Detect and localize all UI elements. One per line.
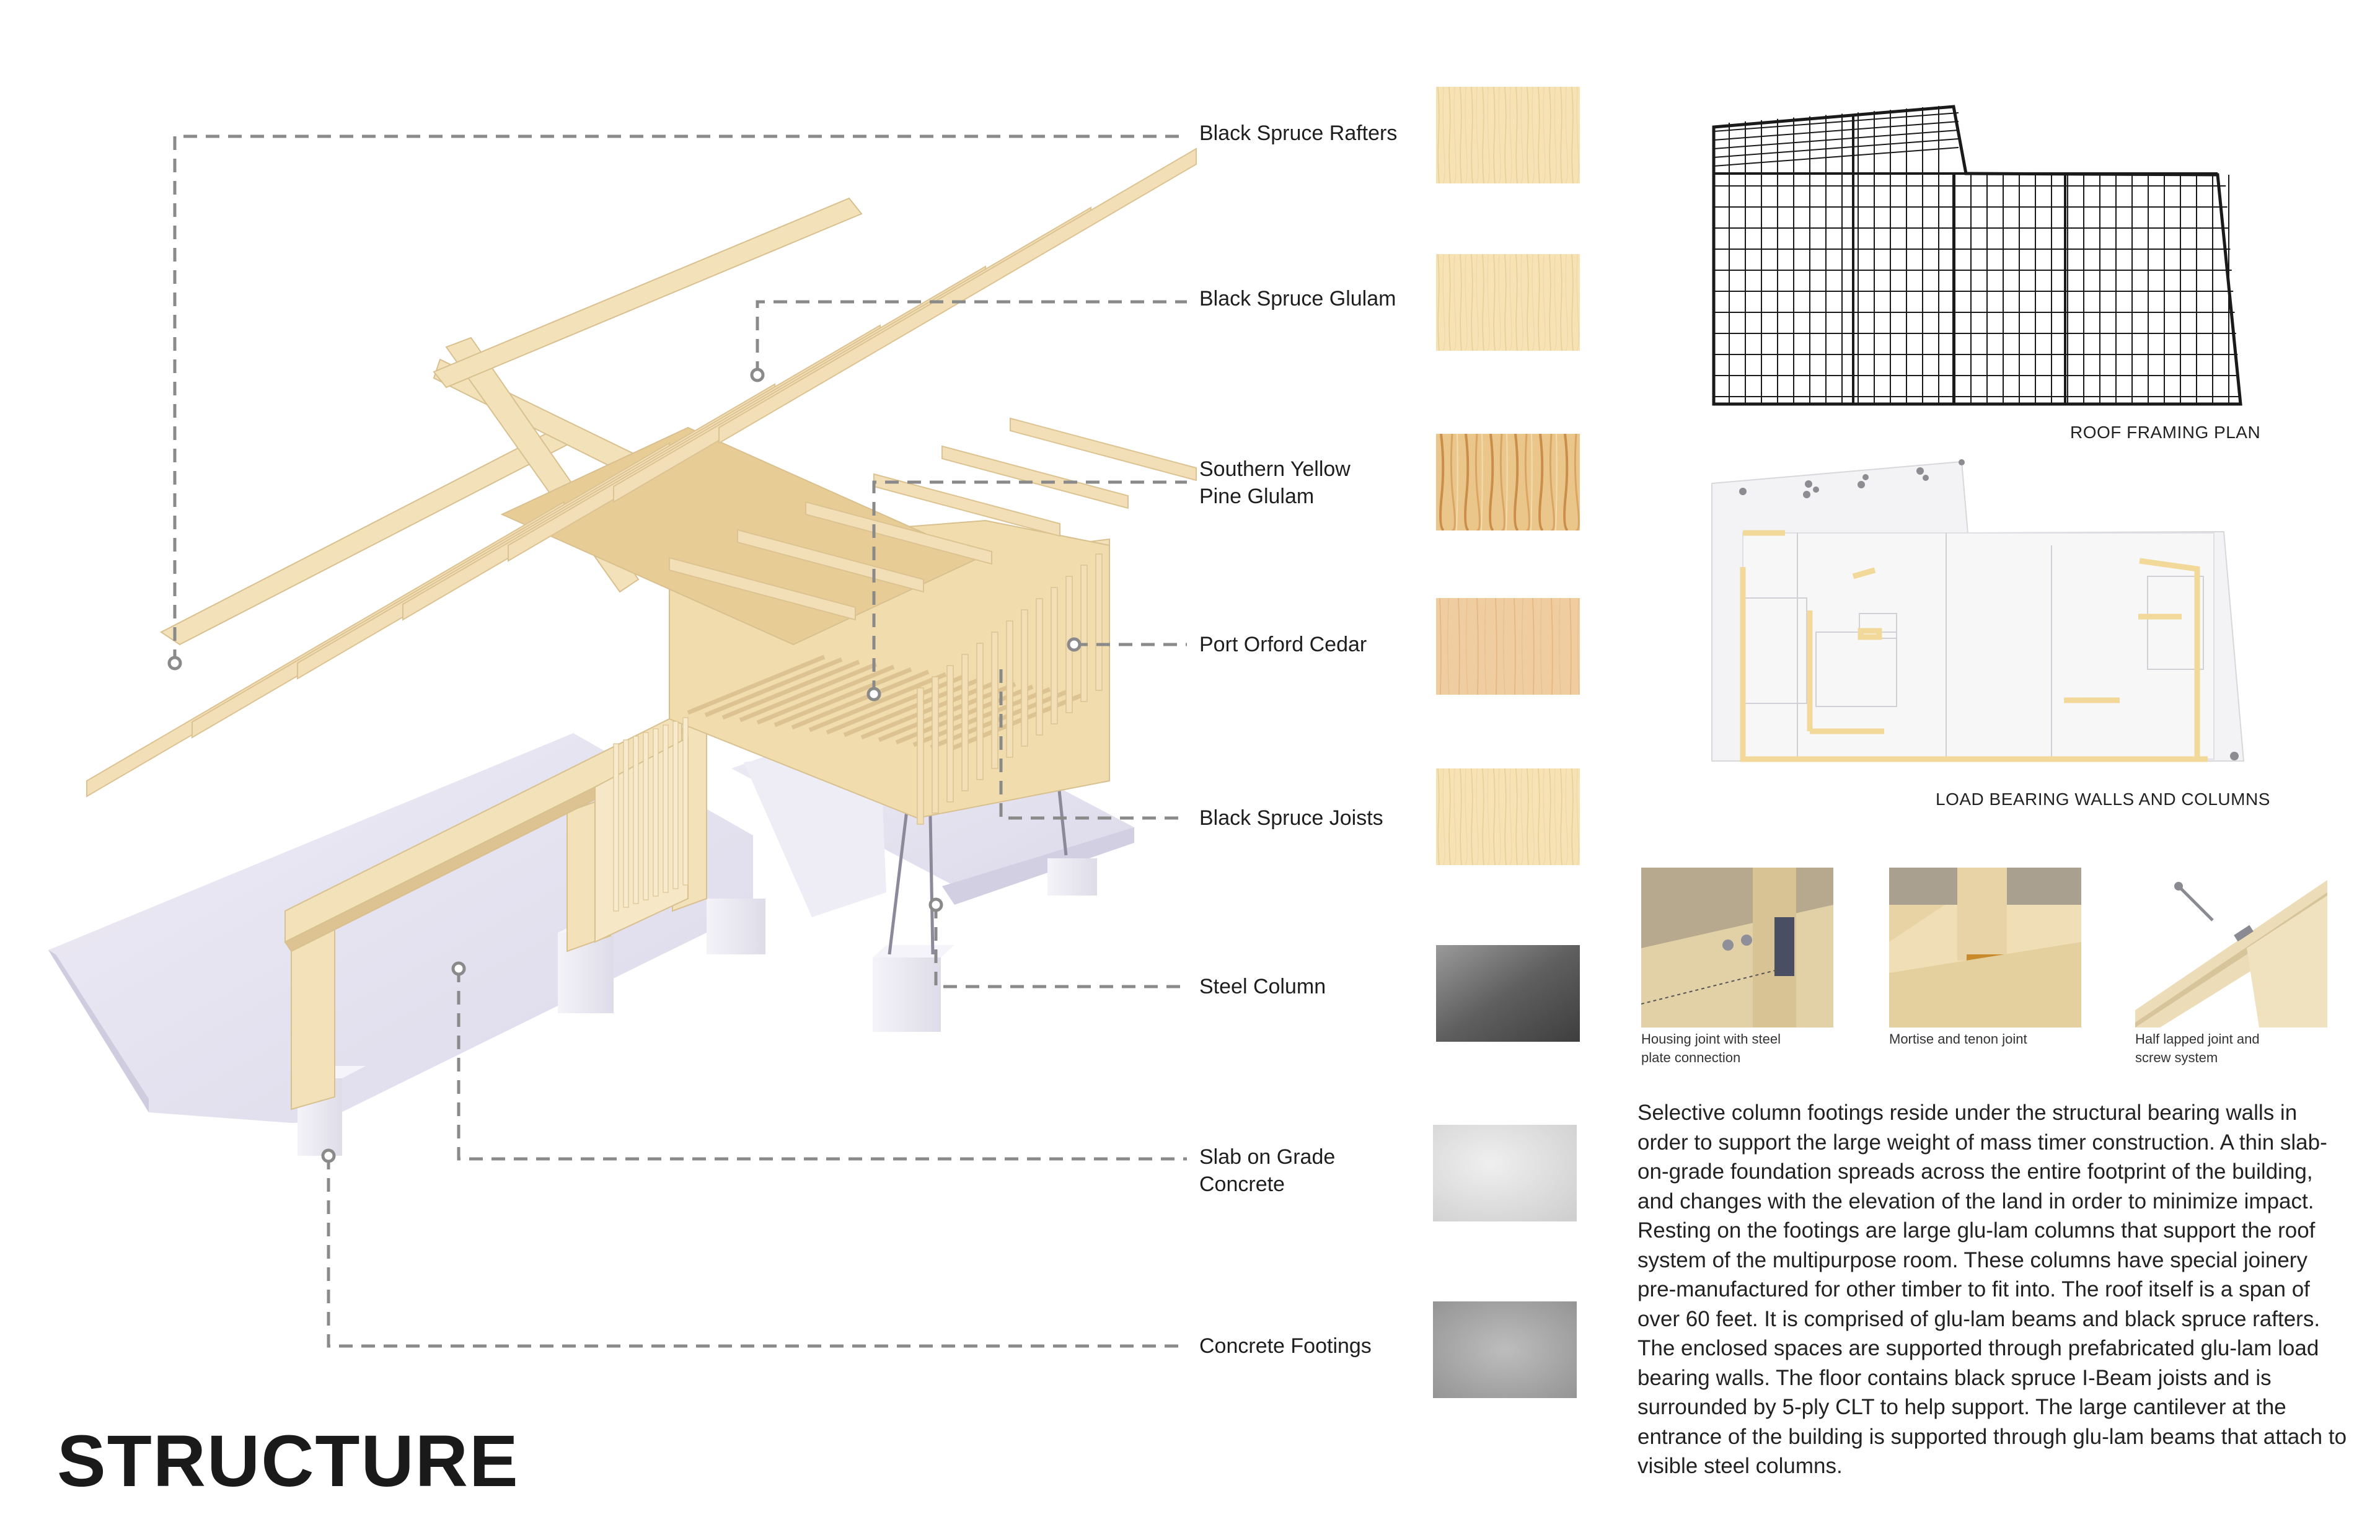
swatch-port-orford-cedar [1436, 598, 1580, 695]
rafter [942, 446, 1128, 508]
detail-housing-joint-image [1641, 868, 1833, 1027]
railing-post [1021, 610, 1028, 746]
label-steel-column: Steel Column [1199, 975, 1326, 998]
roof-framing-plan [1714, 106, 2241, 404]
stud [683, 718, 688, 885]
label-black-spruce-glulam: Black Spruce Glulam [1199, 287, 1396, 310]
label-black-spruce-rafters: Black Spruce Rafters [1199, 121, 1398, 145]
leader-footings [328, 1156, 1187, 1346]
swatch-steel [1436, 945, 1580, 1042]
railing-post [947, 666, 953, 802]
roof-framing-plan-caption: ROOF FRAMING PLAN [2070, 423, 2261, 442]
stud [614, 744, 619, 911]
railing-post [977, 643, 983, 780]
footing-steel-base [873, 945, 954, 1032]
page-title: STRUCTURE [57, 1420, 519, 1502]
swatch-black-spruce-rafters [1436, 87, 1580, 183]
swatch-black-spruce-joists [1436, 768, 1580, 865]
railing-post [1051, 587, 1057, 724]
stud [624, 740, 628, 907]
railing-post [1096, 554, 1102, 690]
stud [633, 736, 638, 904]
stud [643, 733, 648, 900]
railing-post [1036, 599, 1042, 735]
railing-post [917, 688, 923, 824]
label-slab-on-grade-concrete: Slab on Grade Concrete [1199, 1145, 1336, 1196]
label-southern-yellow-pine-glulam: Southern Yellow Pine Glulam [1199, 457, 1351, 508]
railing-post [962, 654, 968, 791]
stud [663, 725, 668, 892]
leader-steel [936, 905, 1187, 987]
detail-half-lap-image [2135, 868, 2327, 1027]
railing-post [932, 677, 938, 813]
detail-half-lap-caption: Half lapped joint and screw system [2135, 1031, 2260, 1065]
detail-mortise-tenon-caption: Mortise and tenon joint [1889, 1031, 2027, 1047]
stud [673, 721, 678, 889]
swatch-black-spruce-glulam [1436, 254, 1580, 351]
load-bearing-walls-plan [1712, 459, 2244, 761]
swatch-footing-concrete [1433, 1301, 1577, 1398]
label-concrete-footings: Concrete Footings [1199, 1334, 1372, 1358]
structure-description: Selective column footings reside under the structural bearing walls in order to support the large weight of mass timer construction. A thin slab-on-grade foundation spreads across the entire footprint of the building, and changes with the elevation of the land in order to minimize impact. Resting on the footings are large glu-lam columns that support the roof system of the multipurpose room. These columns have special joinery pre-manufactured for other timber to fit into. The roof itself is a span of over 60 feet. It is comprised of glu-lam beams and black spruce rafters. The enclosed spaces are supported through prefabricated glu-lam load bearing walls. The floor contains black spruce I-Beam joists and is surrounded by 5-ply CLT to help support. The large cantilever at the entrance of the building is supported through glu-lam beams that attach to visible steel columns. [1637, 1101, 2347, 1478]
railing-post [1081, 565, 1087, 702]
rafter [1010, 418, 1196, 480]
detail-housing-joint-caption: Housing joint with steel plate connection [1641, 1031, 1781, 1065]
load-bearing-walls-caption: LOAD BEARING WALLS AND COLUMNS [1936, 790, 2270, 809]
rafter [719, 149, 1196, 443]
footing-right [1047, 858, 1097, 895]
railing-post [1007, 621, 1013, 757]
railing-post [992, 632, 998, 768]
swatch-southern-yellow-pine [1436, 434, 1580, 530]
swatch-slab-concrete [1433, 1125, 1577, 1221]
stud [653, 729, 658, 896]
detail-mortise-tenon-image [1889, 868, 2081, 1027]
footing-mid [707, 899, 765, 954]
label-black-spruce-joists: Black Spruce Joists [1199, 806, 1383, 830]
label-port-orford-cedar: Port Orford Cedar [1199, 633, 1367, 656]
